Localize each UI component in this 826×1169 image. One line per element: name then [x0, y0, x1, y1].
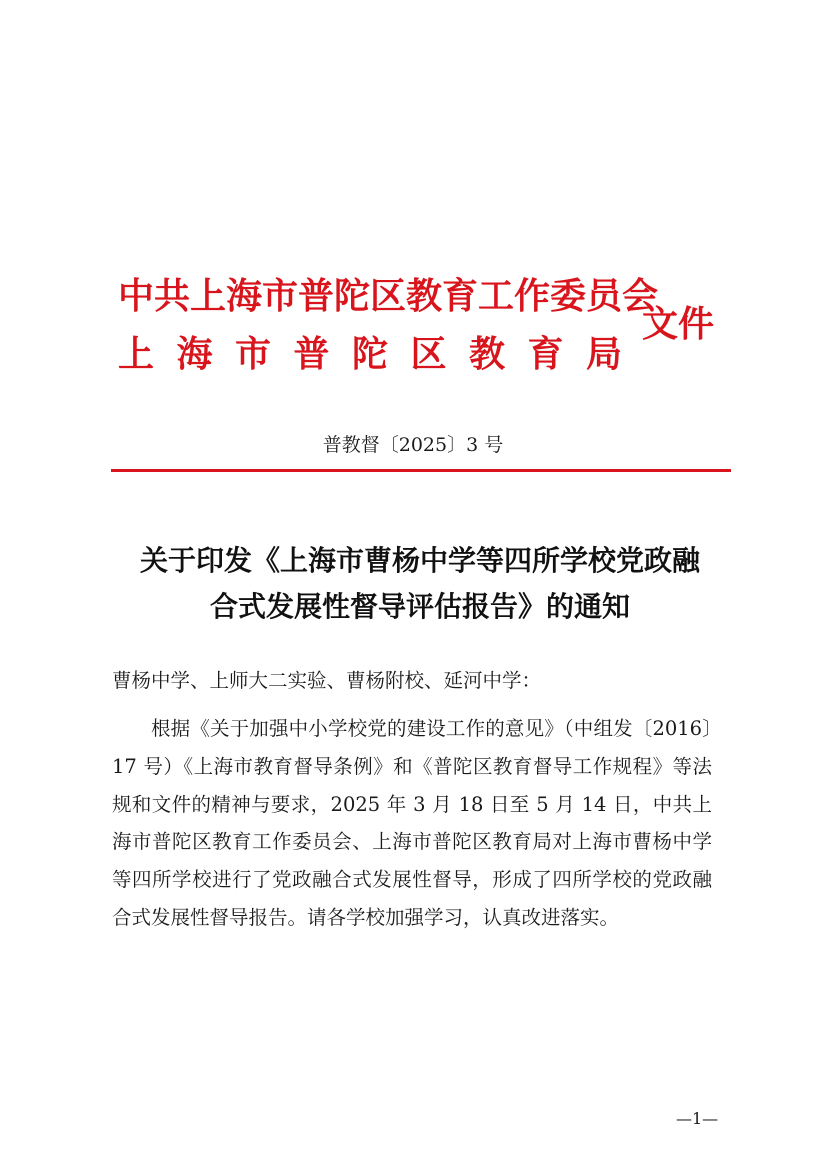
page-number: —1—: [676, 1109, 719, 1128]
issuer-suffix: 文件: [642, 303, 715, 345]
document-number: 普教督〔2025〕3 号: [322, 434, 504, 456]
body-paragraph: 根据《关于加强中小学校党的建设工作的意见》（中组发〔2016〕17 号）《上海市教育督导条例》和《普陀区教育督导工作规程》等法规和文件的精神与要求，2025 年 3 月 18 日至 5 月 14 日，中共上海市普陀区教育工作委员会、上海市普陀区教育局对上海市曹杨中学等四所学校进行了党政融合式发展性督导，形成了四所学校的党政融合式发展性督导报告。请各学校加强学习，认真改进落实。: [112, 717, 712, 929]
issuer-name-education-bureau: 上海市普陀区教育局: [118, 333, 645, 375]
red-divider-rule: [111, 469, 731, 472]
document-title-line-2: 合式发展性督导评估报告》的通知: [209, 590, 630, 623]
issuer-name-party-committee: 中共上海市普陀区教育工作委员会: [118, 275, 659, 317]
document-title-line-1: 关于印发《上海市曹杨中学等四所学校党政融: [139, 544, 700, 577]
addressee: 曹杨中学、上师大二实验、曹杨附校、延河中学：: [112, 669, 542, 692]
